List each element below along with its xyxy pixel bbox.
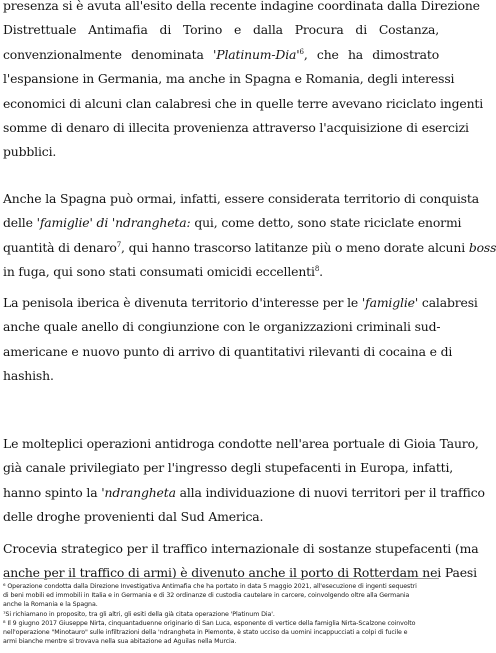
footnote-line: ⁶ Operazione condotta dalla Direzione Investigativa Antimafia che ha portato in data 5 maggio 2021, all'esecuzione di ingenti sequestri	[3, 583, 417, 590]
text-line: americane e nuovo punto di arrivo di quantitativi rilevanti di cocaina e di	[3, 343, 453, 359]
footnote-ref: 6	[299, 47, 304, 56]
text-line: Le molteplici operazioni antidroga condotte nell'area portuale di Gioia Tauro,	[3, 436, 479, 451]
text-line: anche quale anello di congiunzione con le organizzazioni criminali sud-	[3, 319, 441, 335]
paragraph	[3, 291, 478, 389]
text-line: economici di alcuni clan calabresi che in quelle terre avevano riciclato ingenti	[3, 95, 484, 111]
footnote-separator	[3, 578, 439, 579]
text-line: quantità di denaro$^7$, qui hanno trascorso latitanze più o meno dorate alcuni boss	[3, 239, 496, 255]
text-line: Distrettuale Antimafia di Torino e dalla Procura di Costanza,	[3, 22, 439, 38]
footnotes	[3, 582, 441, 646]
footnote-line: ⁷Si richiamano in proposito, tra gli altri, gli esiti della già citata operazione 'Platinum Dia'.	[3, 610, 275, 618]
text-line: convenzionalmente denominata '$Platinum-Dia'^6$, che ha dimostrato	[3, 46, 440, 62]
text-line: delle droghe provenienti dal Sud America.	[3, 509, 264, 525]
paragraph	[3, 187, 496, 285]
italic-text: 'Platinum-Dia'	[213, 46, 300, 62]
footnote-line: nell'operazione "Minotauro" sulle infiltrazioni della 'ndrangheta in Piemonte, è stato ucciso da uomini incappucciati a colpi di fucile e	[3, 629, 408, 637]
text-line: Crocevia strategico per il traffico internazionale di sostanze stupefacenti (ma	[3, 541, 479, 556]
text-line: pubblici.	[3, 144, 57, 160]
italic-text: boss	[468, 239, 496, 255]
text-line: hanno spinto la 'ndrangheta alla individuazione di nuovi territori per il traffico	[3, 484, 485, 500]
text-line: l'espansione in Germania, ma anche in Spagna e Romania, degli interessi	[3, 71, 455, 87]
footnote-line: di beni mobili ed immobili in Italia e in Germania e di 32 ordinanze di custodia cautelare in carcere, coinvolgendo oltre alla Germania	[3, 592, 410, 600]
footnote-line: armi bianche mentre si trovava nella sua abitazione ad Aguilas nella Murcia.	[3, 638, 237, 646]
paragraph	[3, 0, 484, 165]
footnote-ref: 8	[314, 265, 320, 274]
text-line: presenza si è avuta all'esito della recente indagine coordinata dalla Direzione	[3, 0, 480, 13]
paragraph	[3, 432, 485, 530]
italic-text: 'famiglie'	[361, 295, 419, 310]
text-line: somme di denaro di illecita provenienza attraverso l'acquisizione di esercizi	[3, 119, 469, 135]
italic-text: 'famiglie' di 'ndrangheta:	[36, 215, 191, 231]
text-line: anche per il traffico di armi) è divenuto anche il porto di Rotterdam nei Paesi	[3, 565, 477, 581]
text-line: già canale privilegiato per l'ingresso degli stupefacenti in Europa, infatti,	[3, 460, 454, 476]
text-line: La penisola iberica è divenuta territorio d'interesse per le 'famiglie' calabresi	[3, 295, 478, 310]
text-line: delle 'famiglie' di 'ndrangheta: qui, come detto, sono state riciclate enormi	[3, 215, 462, 231]
footnote-ref: 7	[116, 240, 121, 249]
footnote-line: ⁸ Il 9 giugno 2017 Giuseppe Nirta, cinquantaduenne originario di San Luca, esponente di vertice della famiglia Nirta-Scalzone coinvolto	[3, 619, 416, 627]
italic-text: 'ndrangheta	[101, 484, 176, 500]
text-line: hashish.	[3, 368, 54, 384]
text-line: Anche la Spagna può ormai, infatti, essere considerata territorio di conquista	[3, 191, 479, 206]
footnote-line: anche la Romania e la Spagna.	[3, 601, 98, 609]
text-line: in fuga, qui sono stati consumati omicidi eccellenti$^8$.	[3, 264, 323, 280]
